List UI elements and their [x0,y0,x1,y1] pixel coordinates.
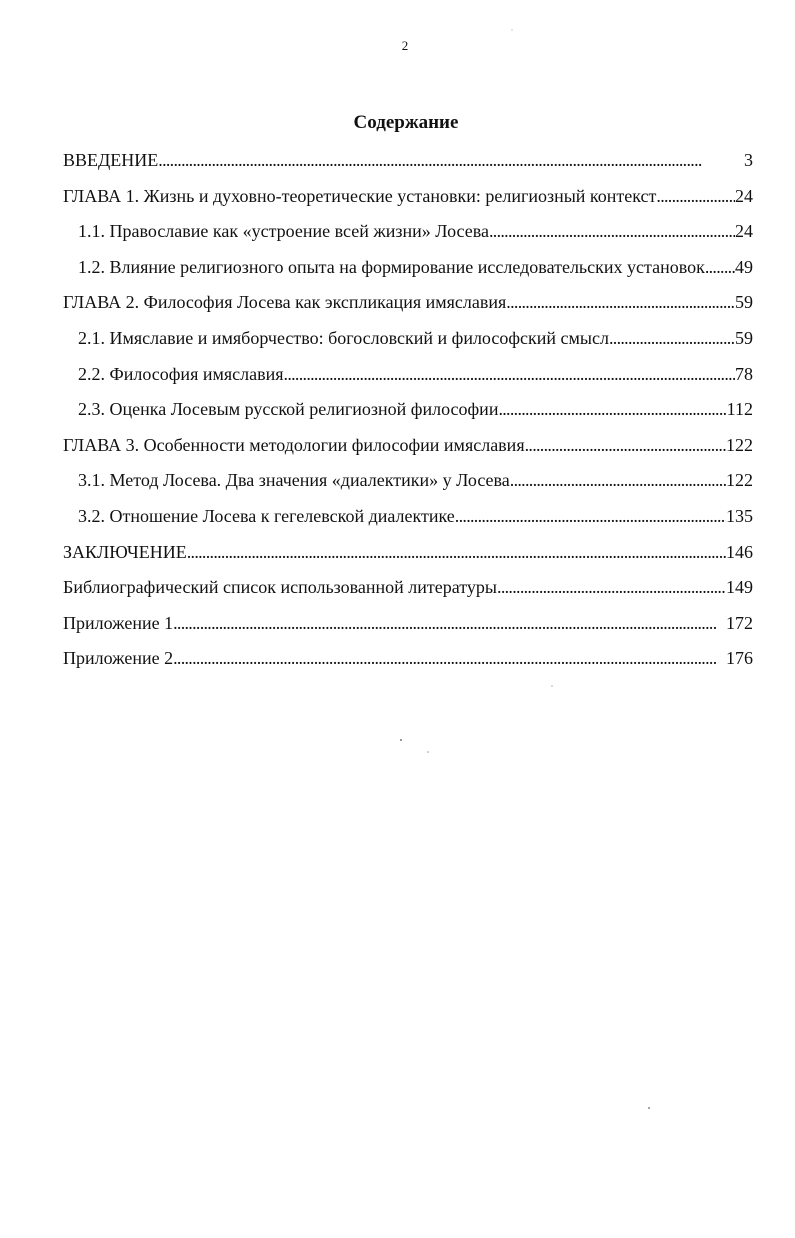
toc-entry-page: 49 [735,256,753,277]
toc-entry-page: 78 [735,363,753,384]
toc-entry-page: 112 [726,399,753,420]
toc-entry-page: 3 [744,150,753,170]
page-title: Содержание [353,112,459,133]
toc-entry-label: 3.2. Отношение Лосева к гегелевской диалектике [78,505,455,526]
toc-entry-page: 59 [735,292,753,313]
toc-entry-label: Библиографический список использованной литературы [63,577,498,598]
toc-entry-label: ВВЕДЕНИЕ [63,150,159,170]
toc-entry-page: 172 [726,612,753,633]
page-number: 2 [401,38,409,53]
toc-entry-label: 3.1. Метод Лосева. Два значения «диалектики» у Лосева [78,470,510,491]
toc-entry-label: ГЛАВА 2. Философия Лосева как экспликация имяславия [63,292,507,313]
toc-entry-page: 24 [735,185,753,206]
toc-entry-page: 149 [726,577,753,598]
toc-entry-page: 24 [735,221,753,242]
toc-entry-label: Приложение 1 [63,612,174,633]
toc-entry-page: 135 [726,505,753,526]
toc-entry-page: 176 [726,648,753,669]
toc-entry-label: ГЛАВА 1. Жизнь и духовно-теоретические установки: религиозный контекст [63,185,657,206]
toc-entry-page: 146 [726,541,753,562]
toc-entry-label: Приложение 2 [63,648,174,669]
toc-entry-label: 2.2. Философия имяславия [78,363,284,384]
toc-entry-label: 2.3. Оценка Лосевым русской религиозной философии [78,399,499,420]
toc-entry-page: 122 [726,470,753,491]
toc-entry-label: ЗАКЛЮЧЕНИЕ [63,541,187,562]
toc-entry-label: ГЛАВА 3. Особенности методологии философии имяславия [63,434,525,455]
toc-entry-page: 59 [735,327,753,348]
toc-entry-label: 1.2. Влияние религиозного опыта на формирование исследовательских установок [78,256,705,277]
toc-entry-label: 2.1. Имяславие и имяборчество: богословский и философский смысл [78,327,609,348]
toc-entry-label: 1.1. Православие как «устроение всей жизни» Лосева [78,221,489,242]
toc-entry-page: 122 [726,434,753,455]
